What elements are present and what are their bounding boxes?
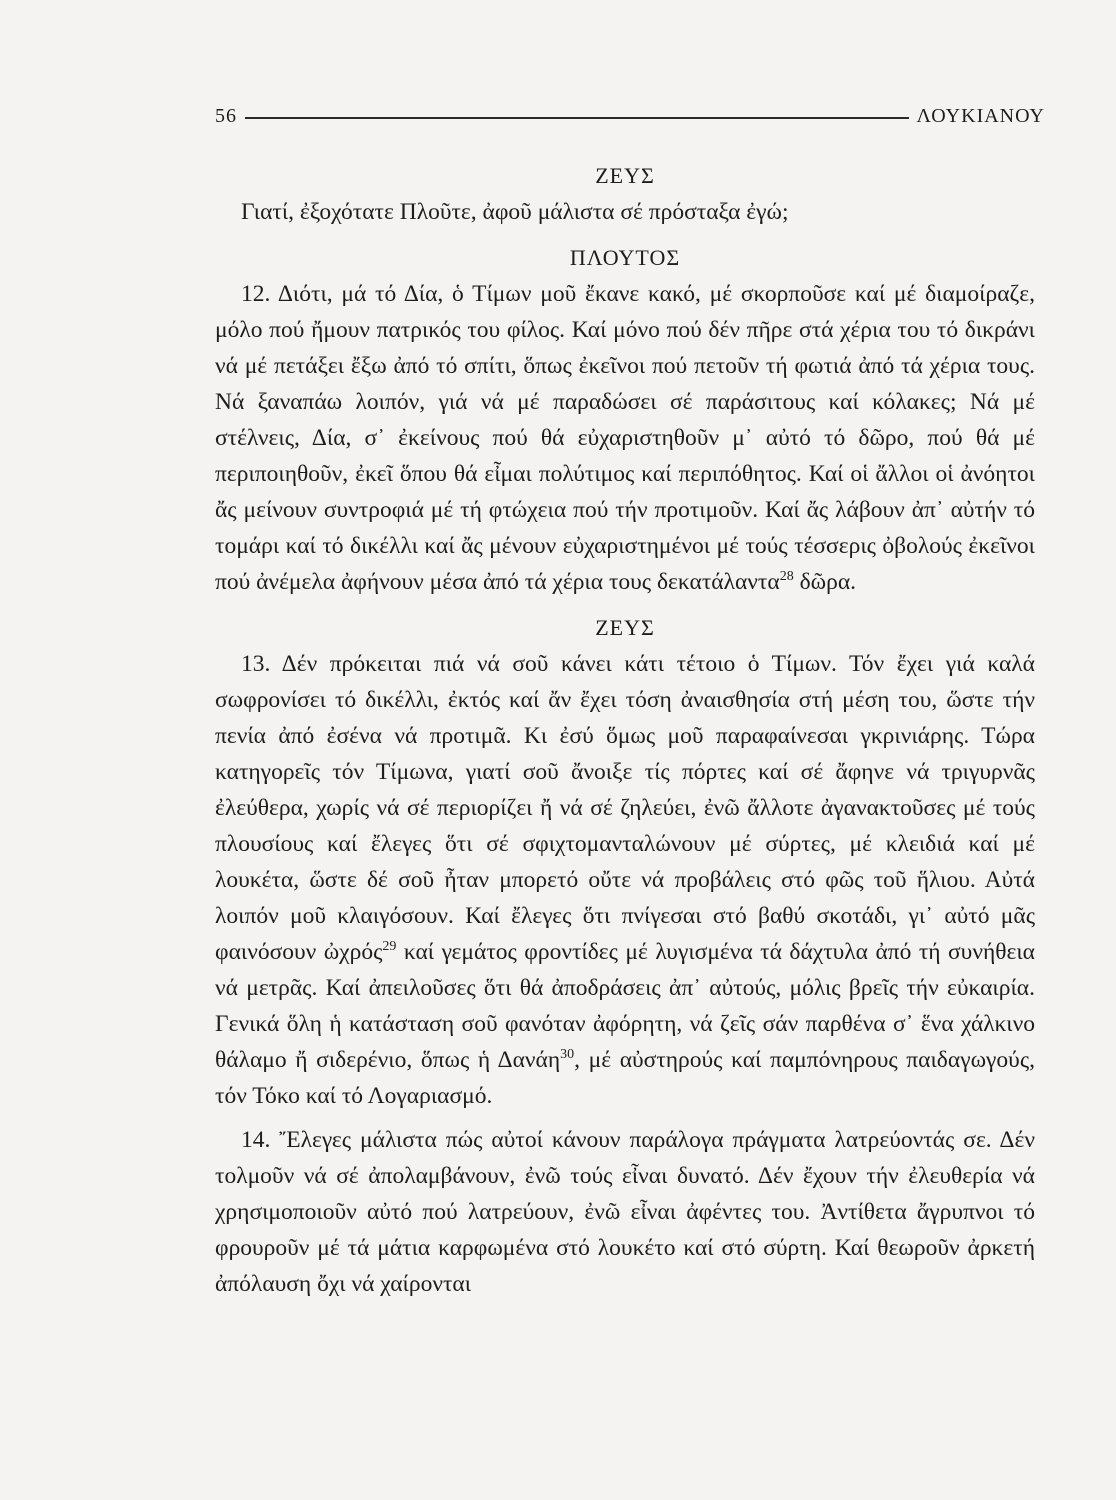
paragraph-13 (215, 646, 1035, 1114)
paragraph-14: 14. Ἔλεγες μάλιστα πώς αὐτοί κάνουν παράλογα πράγματα λατρεύοντάς σε. Δέν τολμοῦν νά σέ ἀπολαμβάνουν, ἐνῶ τούς εἶναι δυνατό. Δέν ἔχουν τήν ἐλευθερία νά χρησιμοποιοῦν αὐτό πού λατρεύουν, ἐνῶ εἶναι ἀφέντες του. Ἀντίθετα ἄγρυπνοι τό φρουροῦν μέ τά μάτια καρφωμένα στό λουκέτο καί στό σύρτη. Καί θεωροῦν ἀρκετή ἀπόλαυση ὄχι νά χαίρονται (215, 1127, 1035, 1297)
paragraph-13-end: , μέ αὐστηρούς καί παμπόνηρους παιδαγωγούς, τόν Τόκο καί τό Λογαριασμό. (215, 1047, 1035, 1109)
paragraph-zeus-1: Γιατί, ἐξοχότατε Πλοῦτε, ἀφοῦ μάλιστα σέ πρόσταξα ἐγώ; (241, 199, 789, 225)
page-header (215, 101, 1045, 131)
running-head: ΛΟΥΚΙΑΝΟΥ (916, 104, 1045, 127)
speaker-heading-ploutos: ΠΛΟΥΤΟΣ (569, 245, 681, 270)
footnote-ref-29[interactable]: 29 (382, 939, 397, 955)
paragraph-12-text: 12. Διότι, μά τό Δία, ὁ Τίμων μοῦ ἔκανε κακό, μέ σκορποῦσε καί μέ διαμοίραζε, μόλο πού ἤμουν πατρικός του φίλος. Καί μόνο πού δέν πῆρε στά χέρια του τό δικράνι νά μέ πετάξει ἔξω ἀπό τό σπίτι, ὅπως ἐκεῖνοι πού πετοῦν τή φωτιά ἀπό τά χέρια τους. Νά ξαναπάω λοιπόν, γιά νά μέ παραδώσει σέ παράσιτους καί κόλακες; Νά μέ στέλνεις, Δία, σ᾿ ἐκείνους πού θά εὐχαριστηθοῦν μ᾿ αὐτό τό δῶρο, πού θά μέ περιποιηθοῦν, ἐκεῖ ὅπου θά εἶμαι πολύτιμος καί περιπόθητος. Καί οἱ ἄλλοι οἱ ἀνόητοι ἄς μείνουν συντροφιά μέ τή φτώχεια πού τήν προτιμοῦν. Καί ἄς λάβουν ἀπ᾿ αὐτήν τό τομάρι καί τό δικέλλι καί ἄς μένουν εὐχαριστημένοι μέ τούς τέσσερις ὀβολούς ἐκεῖνοι πού ἀνέμελα ἀφήνουν μέσα ἀπό τά χέρια τους δεκατάλαντα (215, 281, 1035, 595)
paragraph-12-tail: δῶρα. (793, 569, 857, 595)
speaker-heading-zeus-2: ΖΕΥΣ (595, 615, 655, 640)
header-rule (245, 117, 909, 119)
paragraph-12 (215, 276, 1035, 600)
paragraph-13-text: 13. Δέν πρόκειται πιά νά σοῦ κάνει κάτι τέτοιο ὁ Τίμων. Τόν ἔχει γιά καλά σωφρονίσει τό δικέλλι, ἐκτός καί ἄν ἔχει τόση ἀναισθησία στή μέση του, ὥστε τήν πενία ἀπό ἐσένα νά προτιμᾶ. Κι ἐσύ ὅμως μοῦ παραφαίνεσαι γκρινιάρης. Τώρα κατηγορεῖς τόν Τίμωνα, γιατί σοῦ ἄνοιξε τίς πόρτες καί σέ ἄφηνε νά τριγυρνᾶς ἐλεύθερα, χωρίς νά σέ περιορίζει ἤ νά σέ ζηλεύει, ἐνῶ ἄλλοτε ἀγανακτοῦσες μέ τούς πλουσίους καί ἔλεγες ὅτι σέ σφιχτομανταλώνουν μέ σύρτες, μέ κλειδιά καί μέ λουκέτα, ὥστε δέ σοῦ ἦταν μπορετό οὔτε νά προβάλεις στό φῶς τοῦ ἥλιου. Αὐτά λοιπόν μοῦ κλαιγόσουν. Καί ἔλεγες ὅτι πνίγεσαι στό βαθύ σκοτάδι, γι᾿ αὐτό μᾶς φαινόσουν ὠχρός (215, 651, 1035, 965)
paragraph-13-middle: καί γεμάτος φροντίδες μέ λυγισμένα τά δάχτυλα ἀπό τή συνήθεια νά μετρᾶς. Καί ἀπειλοῦσες ὅτι θά ἀποδράσεις ἀπ᾿ αὐτούς, μόλις βρεῖς τήν εὐκαιρία. Γενικά ὅλη ἡ κατάσταση σοῦ φανόταν ἀφόρητη, νά ζεῖς σάν παρθένα σ᾿ ἕνα χάλκινο θάλαμο ἤ σιδερένιο, ὅπως ἡ Δανάη (215, 939, 1035, 1073)
body-text (215, 158, 1035, 1302)
speaker-heading-zeus-1: ΖΕΥΣ (595, 163, 655, 188)
footnote-ref-28[interactable]: 28 (779, 569, 794, 585)
page-number: 56 (215, 104, 237, 127)
footnote-ref-30[interactable]: 30 (560, 1047, 575, 1063)
